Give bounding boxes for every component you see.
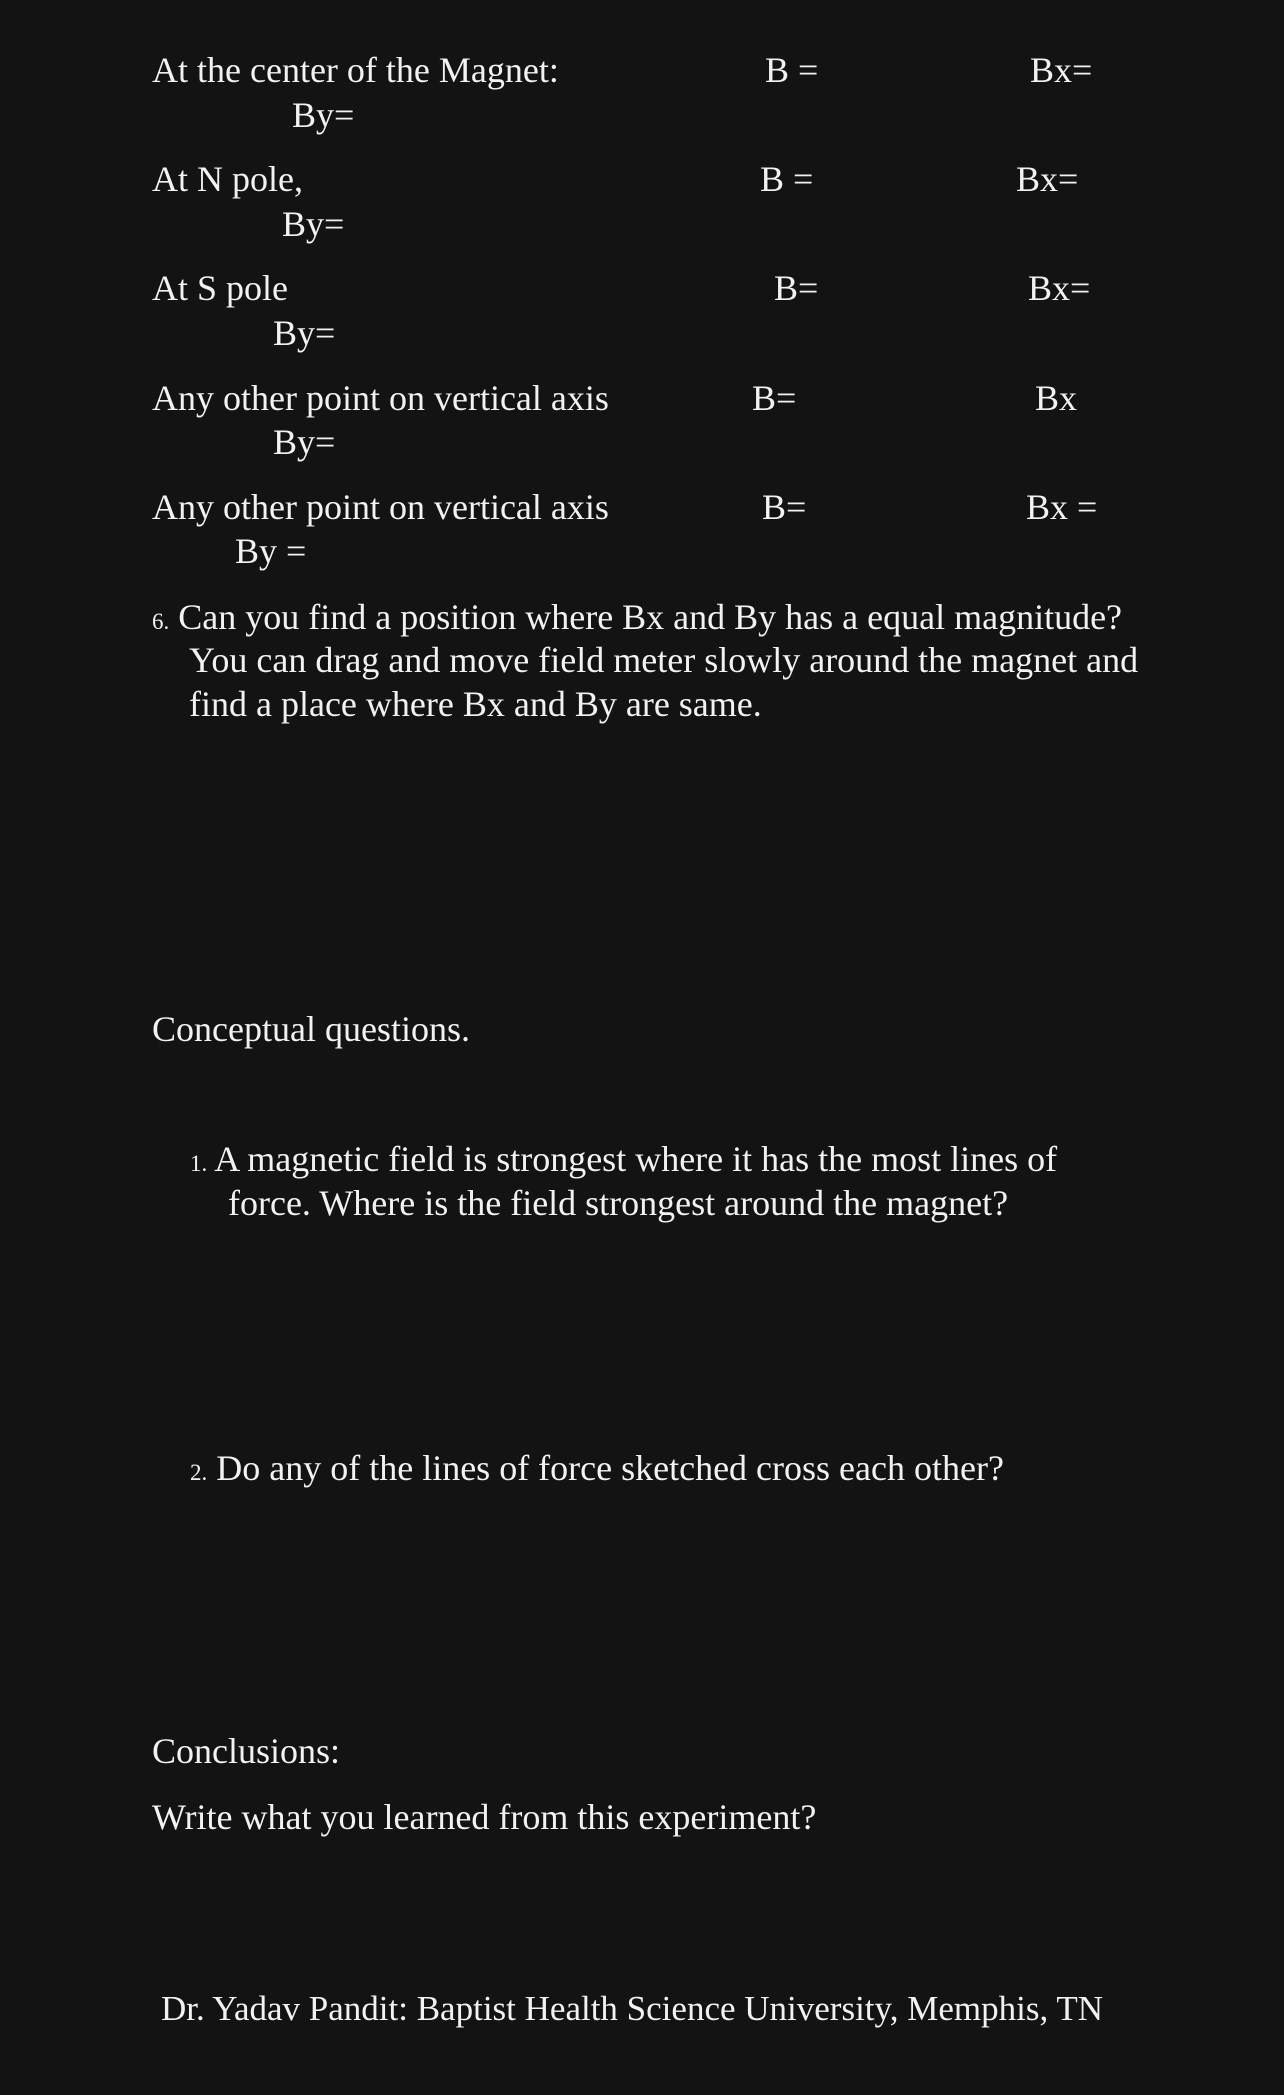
measurement-b-center: B = [765, 50, 819, 90]
measurement-by-center: By= [292, 95, 355, 135]
measurement-label-n-pole: At N pole, [152, 159, 303, 199]
question-6-number: 6. [152, 609, 170, 634]
measurement-b-vertical-axis-1: B= [752, 378, 797, 418]
measurement-by-vertical-axis-2: By = [235, 531, 307, 571]
measurement-by-s-pole: By= [273, 313, 336, 353]
question-6-line-1: Can you find a position where Bx and By has a equal magnitude? [178, 597, 1123, 637]
measurement-bx-vertical-axis-2: Bx = [1026, 487, 1098, 527]
measurement-bx-center: Bx= [1030, 50, 1093, 90]
conceptual-question-1-number: 1. [190, 1151, 208, 1176]
measurement-label-center: At the center of the Magnet: [152, 50, 559, 90]
measurement-by-vertical-axis-1: By= [273, 422, 336, 462]
conceptual-question-1-line-2: force. Where is the field strongest around the magnet? [228, 1183, 1009, 1223]
question-6-line-2: You can drag and move field meter slowly around the magnet and [189, 640, 1139, 680]
measurement-bx-s-pole: Bx= [1028, 268, 1091, 308]
conceptual-question-2-line-1: Do any of the lines of force sketched cross each other? [216, 1448, 1004, 1488]
measurement-bx-vertical-axis-1: Bx [1035, 378, 1078, 418]
conceptual-heading: Conceptual questions. [152, 1009, 470, 1049]
measurement-by-n-pole: By= [282, 204, 345, 244]
measurement-b-n-pole: B = [760, 159, 814, 199]
measurement-b-s-pole: B= [774, 268, 819, 308]
measurement-bx-n-pole: Bx= [1016, 159, 1079, 199]
measurement-label-vertical-axis-1: Any other point on vertical axis [152, 378, 609, 418]
measurement-b-vertical-axis-2: B= [762, 487, 807, 527]
conceptual-question-2-number: 2. [190, 1460, 208, 1485]
conceptual-question-1 [190, 1137, 1057, 1186]
question-6 [152, 595, 1122, 644]
measurement-label-s-pole: At S pole [152, 268, 289, 308]
conceptual-question-1-line-1: A magnetic field is strongest where it has the most lines of [214, 1139, 1058, 1179]
conceptual-question-2 [190, 1446, 1004, 1495]
conclusions-prompt: Write what you learned from this experiment? [152, 1797, 817, 1837]
footer-credit: Dr. Yadav Pandit: Baptist Health Science University, Memphis, TN [161, 1989, 1103, 2028]
conclusions-heading: Conclusions: [152, 1731, 341, 1771]
question-6-line-3: find a place where Bx and By are same. [189, 684, 762, 724]
measurement-label-vertical-axis-2: Any other point on vertical axis [152, 487, 609, 527]
